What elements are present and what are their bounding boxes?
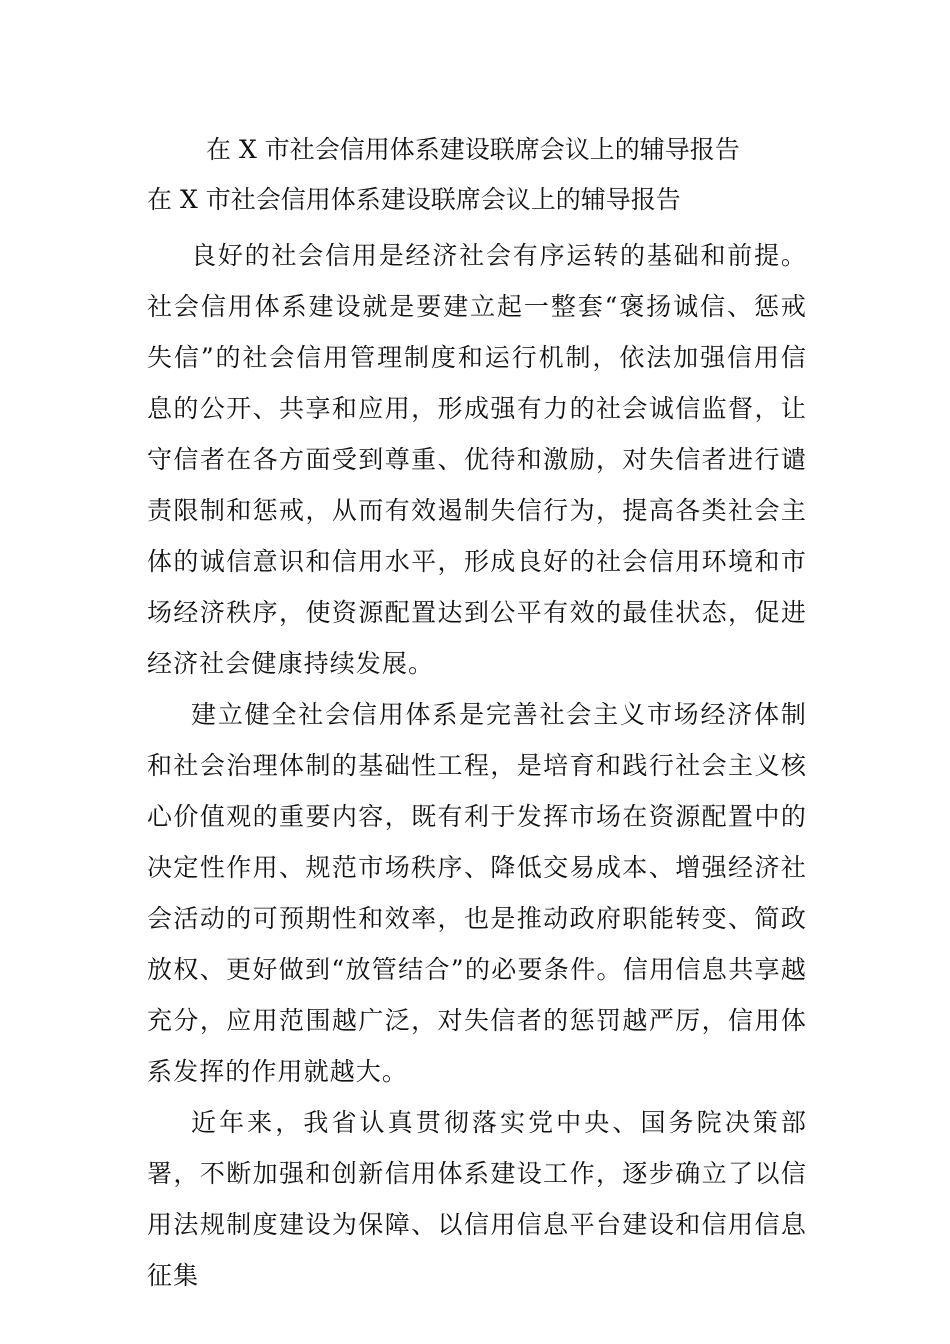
paragraph-recent-progress: 近年来，我省认真贯彻落实党中央、国务院决策部署，不断加强和创新信用体系建设工作，逐步确立了以信用法规制度建设为保障、以信用信息平台建设和信用信息征集 (147, 1108, 807, 1290)
document-subtitle: 在 X 市社会信用体系建设联席会议上的辅导报告 (147, 185, 681, 214)
document-body (147, 230, 807, 1301)
paragraph-social-credit-foundation: 良好的社会信用是经济社会有序运转的基础和前提。社会信用体系建设就是要建立起一整套“褒扬诚信、惩戒失信”的社会信用管理制度和运行机制，依法加强信用信息的公开、共享和应用，形成强有力的社会诚信监督，让守信者在各方面受到尊重、优待和激励，对失信者进行谴责限制和惩戒，从而有效遏制失信行为，提高各类社会主体的诚信意识和信用水平，形成良好的社会信用环境和市场经济秩序，使资源配置达到公平有效的最佳状态，促进经济社会健康持续发展。 (147, 241, 807, 678)
document-title: 在 X 市社会信用体系建设联席会议上的辅导报告 (206, 135, 740, 164)
paragraph-credit-system-importance: 建立健全社会信用体系是完善社会主义市场经济体制和社会治理体制的基础性工程，是培育和践行社会主义核心价值观的重要内容，既有利于发挥市场在资源配置中的决定性作用、规范市场秩序、降低交易成本、增强经济社会活动的可预期性和效率，也是推动政府职能转变、简政放权、更好做到“放管结合”的必要条件。信用信息共享越充分，应用范围越广泛，对失信者的惩罚越严厉，信用体系发挥的作用就越大。 (147, 700, 807, 1086)
